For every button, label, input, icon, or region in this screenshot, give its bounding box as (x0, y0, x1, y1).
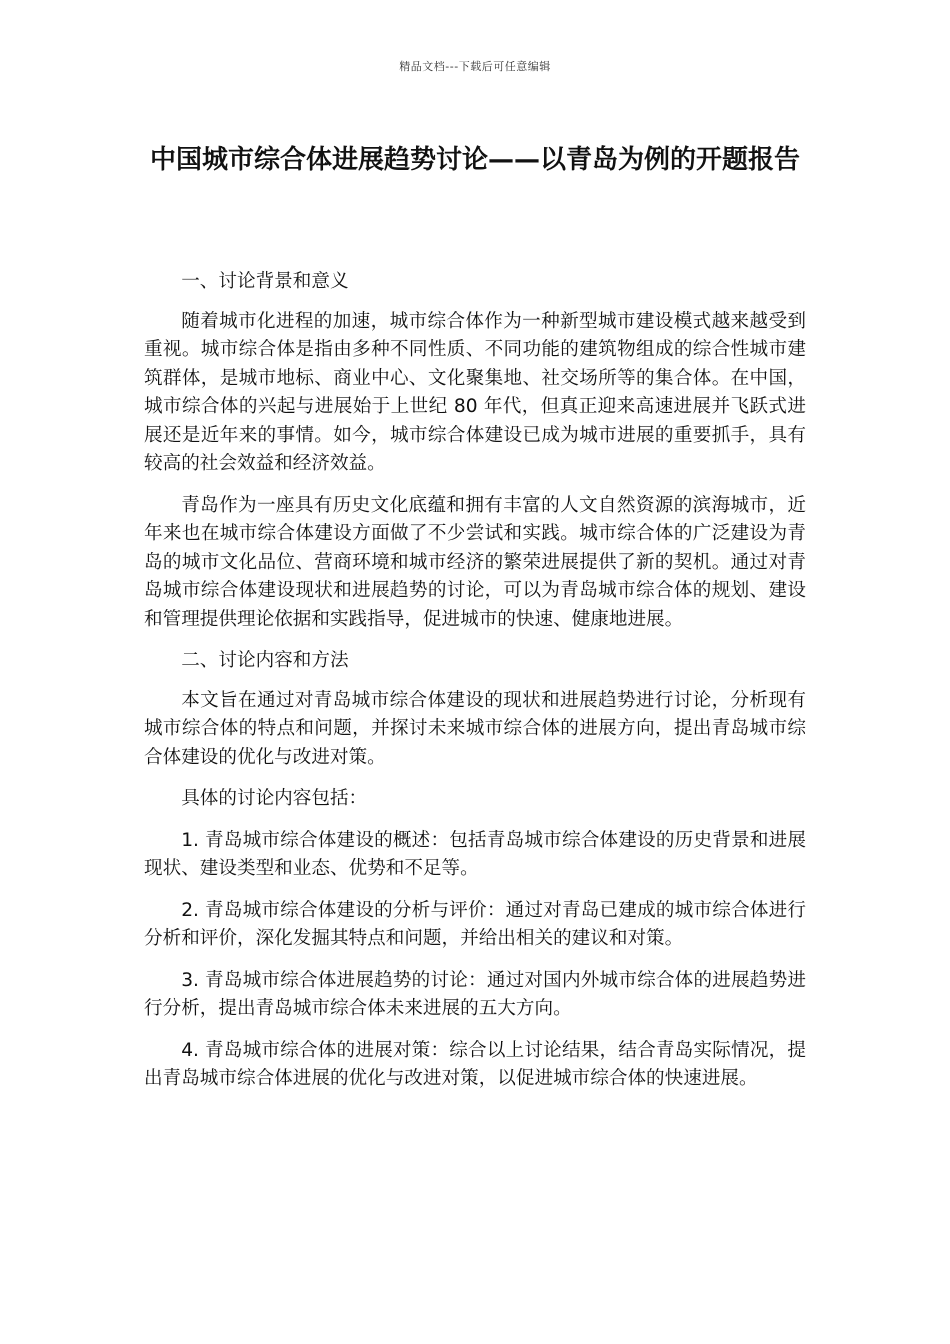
list-item: 2. 青岛城市综合体建设的分析与评价：通过对青岛已建成的城市综合体进行分析和评价，深化发掘其特点和问题，并给出相关的建议和对策。 (144, 899, 806, 949)
body-paragraph: 本文旨在通过对青岛城市综合体建设的现状和进展趋势进行讨论，分析现有城市综合体的特点和问题，并探讨未来城市综合体的进展方向，提出青岛城市综合体建设的优化与改进对策。 (144, 689, 806, 768)
body-paragraph: 随着城市化进程的加速，城市综合体作为一种新型城市建设模式越来越受到重视。城市综合体是指由多种不同性质、不同功能的建筑物组成的综合性城市建筑群体，是城市地标、商业中心、文化聚集地、社交场所等的集合体。在中国，城市综合体的兴起与进展始于上世纪 80 年代，但真正迎来高速进展并飞跃式进展还是近年来的事情。如今，城市综合体建设已成为城市进展的重要抓手，具有较高的社会效益和经济效益。 (144, 310, 806, 474)
header-note: 精品文档---下载后可任意编辑 (399, 60, 551, 73)
body-paragraph: 具体的讨论内容包括： (181, 788, 368, 809)
section-heading-content-method: 二、讨论内容和方法 (181, 650, 349, 671)
section-heading-background: 一、讨论背景和意义 (181, 271, 349, 292)
body-paragraph: 青岛作为一座具有历史文化底蕴和拥有丰富的人文自然资源的滨海城市，近年来也在城市综合体建设方面做了不少尝试和实践。城市综合体的广泛建设为青岛的城市文化品位、营商环境和城市经济的繁荣进展提供了新的契机。通过对青岛城市综合体建设现状和进展趋势的讨论，可以为青岛城市综合体的规划、建设和管理提供理论依据和实践指导，促进城市的快速、健康地进展。 (144, 494, 806, 630)
document-body (144, 268, 806, 1107)
document-title: 中国城市综合体进展趋势讨论——以青岛为例的开题报告 (149, 145, 800, 175)
list-item: 1. 青岛城市综合体建设的概述：包括青岛城市综合体建设的历史背景和进展现状、建设类型和业态、优势和不足等。 (144, 829, 806, 879)
list-item: 4. 青岛城市综合体的进展对策：综合以上讨论结果，结合青岛实际情况，提出青岛城市综合体进展的优化与改进对策，以促进城市综合体的快速进展。 (144, 1039, 806, 1089)
list-item: 3. 青岛城市综合体进展趋势的讨论：通过对国内外城市综合体的进展趋势进行分析，提出青岛城市综合体未来进展的五大方向。 (144, 969, 806, 1019)
